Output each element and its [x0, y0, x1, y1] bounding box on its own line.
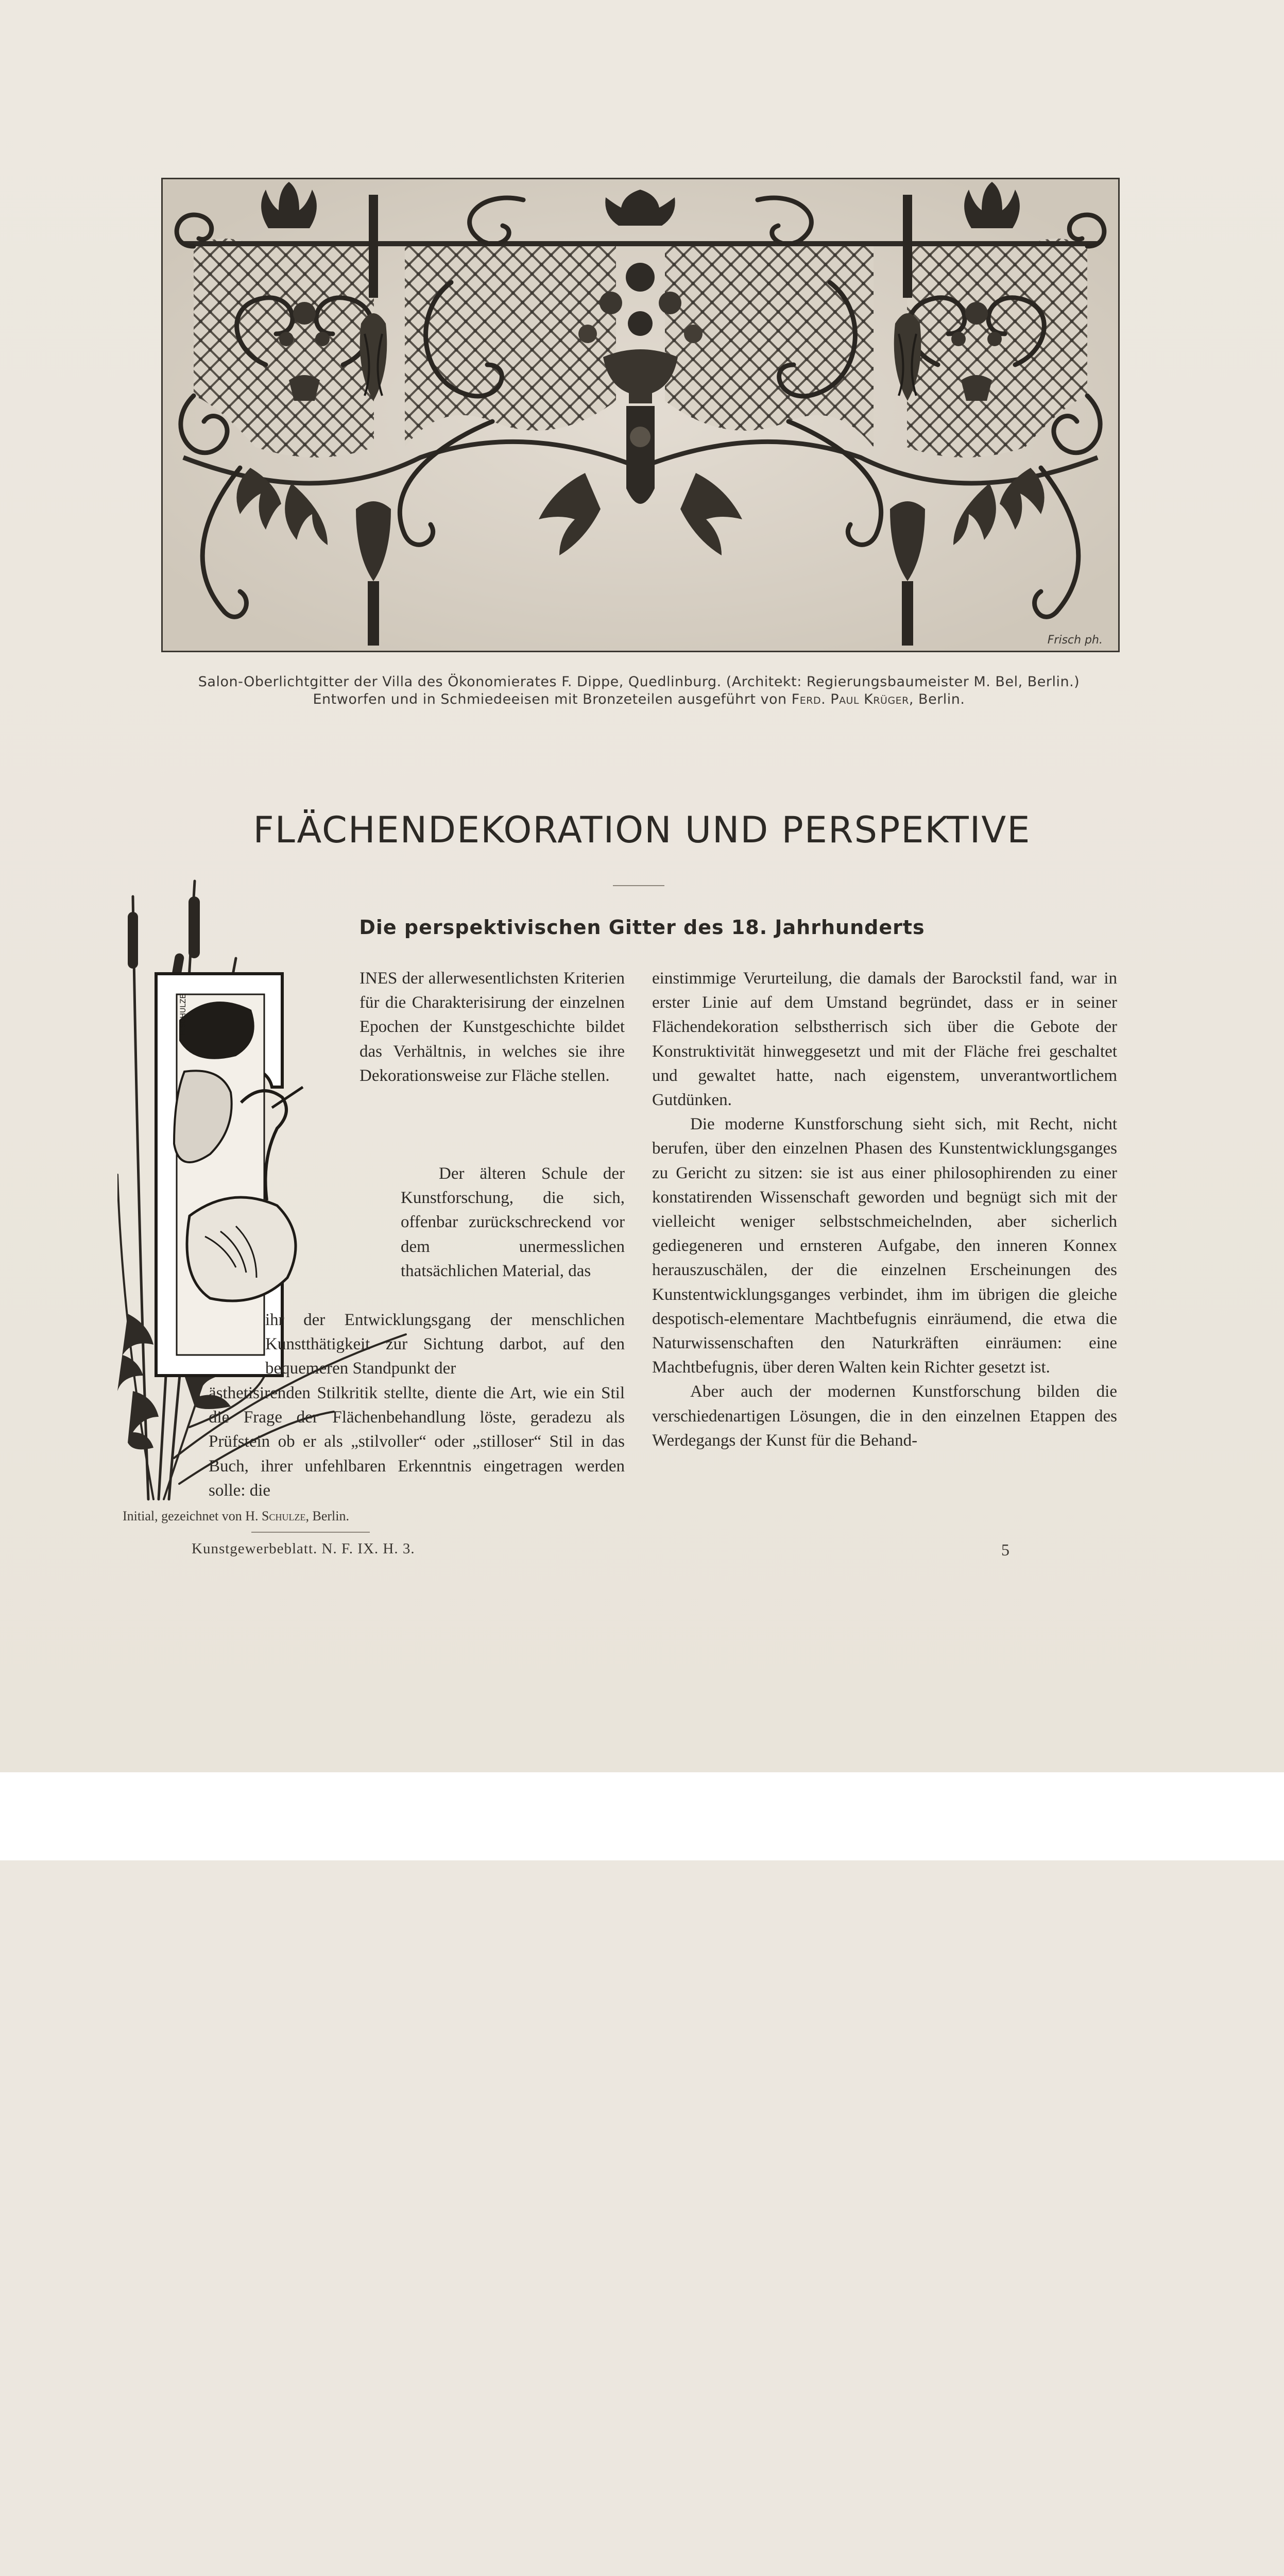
left-column-block-4: [209, 1381, 625, 1503]
left-paragraph-2a: Der älteren Schule der Kunstforschung, die sich, offenbar zurückschreckend vor dem unermesslichen thatsächlichen Material, das: [401, 1164, 625, 1280]
initial-credit-suffix: , Berlin.: [305, 1509, 349, 1523]
left-paragraph-2b: ihr der Entwicklungsgang der menschlichen Kunstthätigkeit zur Sichtung darbot, auf den bequemeren Standpunkt der: [265, 1311, 625, 1378]
left-paragraph-1: INES der allerwesentlichsten Kriterien für die Charakterisirung der einzelnen Epochen der Kunstgeschichte bildet das Verhältnis, in welches sie ihre Dekorationsweise zur Fläche stellen.: [359, 969, 625, 1085]
left-paragraph-2c: ästhetisirenden Stilkritik stellte, diente die Art, wie ein Stil die Frage der Flächenbehandlung löste, geradezu als Prüfstein ob er als „stilvoller“ oder „stilloser“ Stil in das Buch, ihrer unfehlbaren Erkenntnis eingetragen werden solle: die: [209, 1384, 625, 1500]
caption-line2-suffix: , Berlin.: [909, 691, 965, 707]
left-column-block-1: [359, 967, 625, 1088]
photo-credit: Frisch ph.: [1047, 634, 1103, 647]
digitization-footer-bar: [0, 1772, 1284, 1860]
title-divider: [613, 885, 664, 886]
grille-illustration: [161, 178, 1120, 652]
initial-artist-monogram: H.SCHULZE: [179, 994, 187, 1036]
right-paragraph-1: einstimmige Verurteilung, die damals der Barockstil fand, war in erster Linie auf dem Umstand begründet, dass er in seiner Flächendekoration selbstherrisch sich über die Gebote der Konstruktivität hinweggesetzt und mit der Fläche frei geschaltet und gewaltet hatte, nach eigenstem, unverantwortlichem Gutdünken.: [652, 969, 1117, 1110]
figure-caption-line2: [161, 691, 1117, 707]
figure-caption-line1: Salon-Oberlichtgitter der Villa des Ökonomierates F. Dippe, Quedlinburg. (Architekt: Regierungsbaumeister M. Bel, Berlin.): [198, 674, 1080, 690]
initial-credit-name: H. Schulze: [245, 1509, 306, 1523]
caption-maker-name: Ferd. Paul Krüger: [791, 691, 909, 707]
left-column-block-2: [401, 1162, 625, 1283]
article-title: FLÄCHENDEKORATION UND PERSPEKTIVE: [253, 809, 1031, 851]
wrought-iron-grille-image: [163, 179, 1118, 651]
right-paragraph-3: Aber auch der modernen Kunstforschung bilden die verschiedenartigen Lösungen, die in den einzelnen Etappen des Werdegangs der Kunst für die Behand-: [652, 1382, 1117, 1450]
page-number: 5: [1001, 1540, 1009, 1559]
footer-divider: [251, 1532, 370, 1533]
journal-reference: Kunstgewerbeblatt. N. F. IX. H. 3.: [192, 1540, 415, 1557]
right-column: [652, 967, 1117, 1453]
initial-credit-prefix: Initial, gezeichnet von: [123, 1509, 246, 1523]
left-column-block-3: [265, 1308, 625, 1381]
initial-credit: [123, 1509, 349, 1524]
caption-line2-prefix: Entworfen und in Schmiedeeisen mit Bronzeteilen ausgeführt von: [313, 691, 792, 707]
right-paragraph-2: Die moderne Kunstforschung sieht sich, mit Recht, nicht berufen, über den einzelnen Phasen des Kunstentwicklungsganges zu Gericht zu sitzen: sie ist aus einer philosophirenden zu einer konstatirenden Wissenschaft geworden und begnügt sich mit der vielleicht weniger selbstschmeichelnden, aber sicherlich gediegeneren und ernsteren Aufgabe, den inneren Konnex herauszuschälen, der die einzelnen Erscheinungen des Kunstentwicklungsganges verbindet, ihm im übrigen die gleiche despotisch-elementare Machtbefugnis einräumend, die etwa die Naturwissenschaften den Naturkräften einräumen: eine Machtbefugnis, über deren Walten kein Richter gesetzt ist.: [652, 1115, 1117, 1377]
article-subtitle: Die perspektivischen Gitter des 18. Jahrhunderts: [359, 916, 925, 939]
